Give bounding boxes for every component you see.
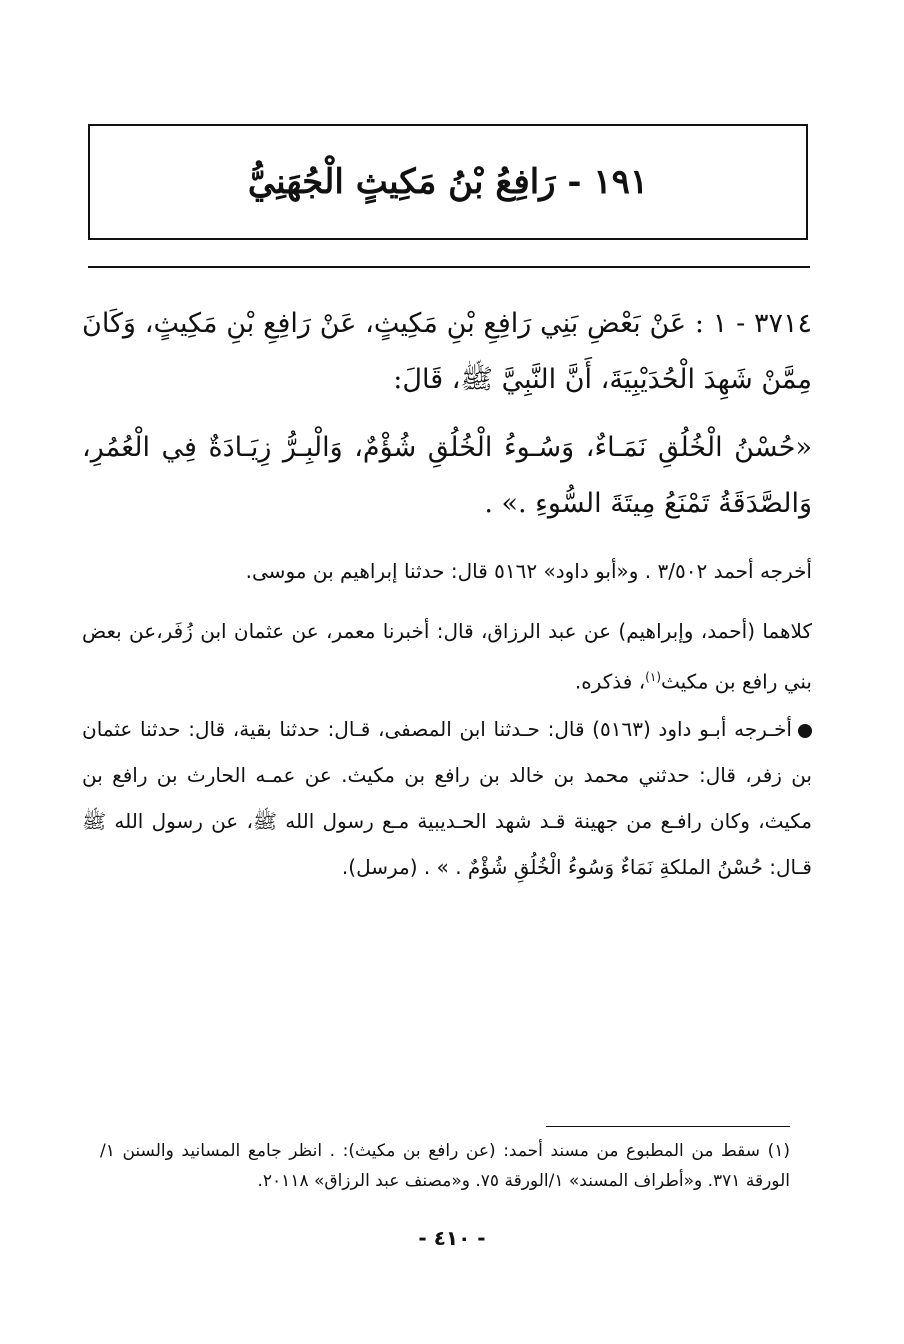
hadith-chain: ٣٧١٤ - ١ : عَنْ بَعْضِ بَنِي رَافِعِ بْنِ مَكِيثٍ، عَنْ رَافِعِ بْنِ مَكِيثٍ، وَكَانَ مِمَّنْ شَهِدَ الْحُدَيْبِيَةَ، أَنَّ النَّبِيَّ ﷺ، قَالَ: (82, 308, 812, 395)
takhrij-paragraph-2 (82, 608, 812, 705)
chapter-title: ١٩١ - رَافِعُ بْنُ مَكِيثٍ الْجُهَنِيُّ (247, 162, 649, 202)
footnote: (١) سقط من المطبوع من مسند أحمد: (عن رافع بن مكيث): . انظر جامع المسانيد والسنن ١/الورقة ٣٧١. و«أطراف المسند» ١/الورقة ٧٥. و«مصنف عبد الرزاق» ٢٠١١٨. (100, 1141, 790, 1191)
takhrij-paragraph-2-end: ، فذكره. (574, 669, 646, 694)
bullet-icon (798, 724, 812, 738)
footnote-divider (546, 1126, 790, 1127)
footnote-reference: (١) (645, 670, 661, 684)
chapter-title-box (88, 124, 808, 240)
page-number: - ٤١٠ - (418, 1226, 486, 1250)
takhrij-paragraph-2-main: كلاهما (أحمد، وإبراهيم) عن عبد الرزاق، قال: أخبرنا معمر، عن عثمان ابن زُفَر،عن بعض بني رافع بن مكيث (82, 619, 812, 694)
takhrij-paragraph-1: أخرجه أحمد ٣/٥٠٢ . و«أبو داود» ٥١٦٢ قال: حدثنا إبراهيم بن موسى. (245, 559, 812, 583)
takhrij-paragraph-3 (82, 706, 812, 890)
top-divider (88, 266, 810, 268)
takhrij-paragraph-3-text: أخـرجه أبـو داود (٥١٦٣) قال: حـدثنا ابن المصفى، قـال: حدثنا بقية، قال: حدثنا عثمان بن زفر، قال: حدثني محمد بن خالد بن رافع بن مكيث. عن عمـه الحارث بن رافع بن مكيث، وكان رافـع من جهينة قـد شهد الحـديبية مـع رسول الله ﷺ، عن رسول الله ﷺ قـال: حُسْنُ الملكةِ نَمَاءٌ وَسُوءُ الْخُلُقِ شُؤْمٌ . » . (مرسل). (82, 717, 812, 879)
hadith-text: «حُسْنُ الْخُلُقِ نَمَـاءٌ، وَسُـوءُ الْخُلُقِ شُؤْمٌ، وَالْبِـرُّ زِيَـادَةٌ فِي الْعُمُرِ، وَالصَّدَقَةُ تَمْنَعُ مِيتَةَ السُّوءِ .» . (82, 432, 812, 519)
